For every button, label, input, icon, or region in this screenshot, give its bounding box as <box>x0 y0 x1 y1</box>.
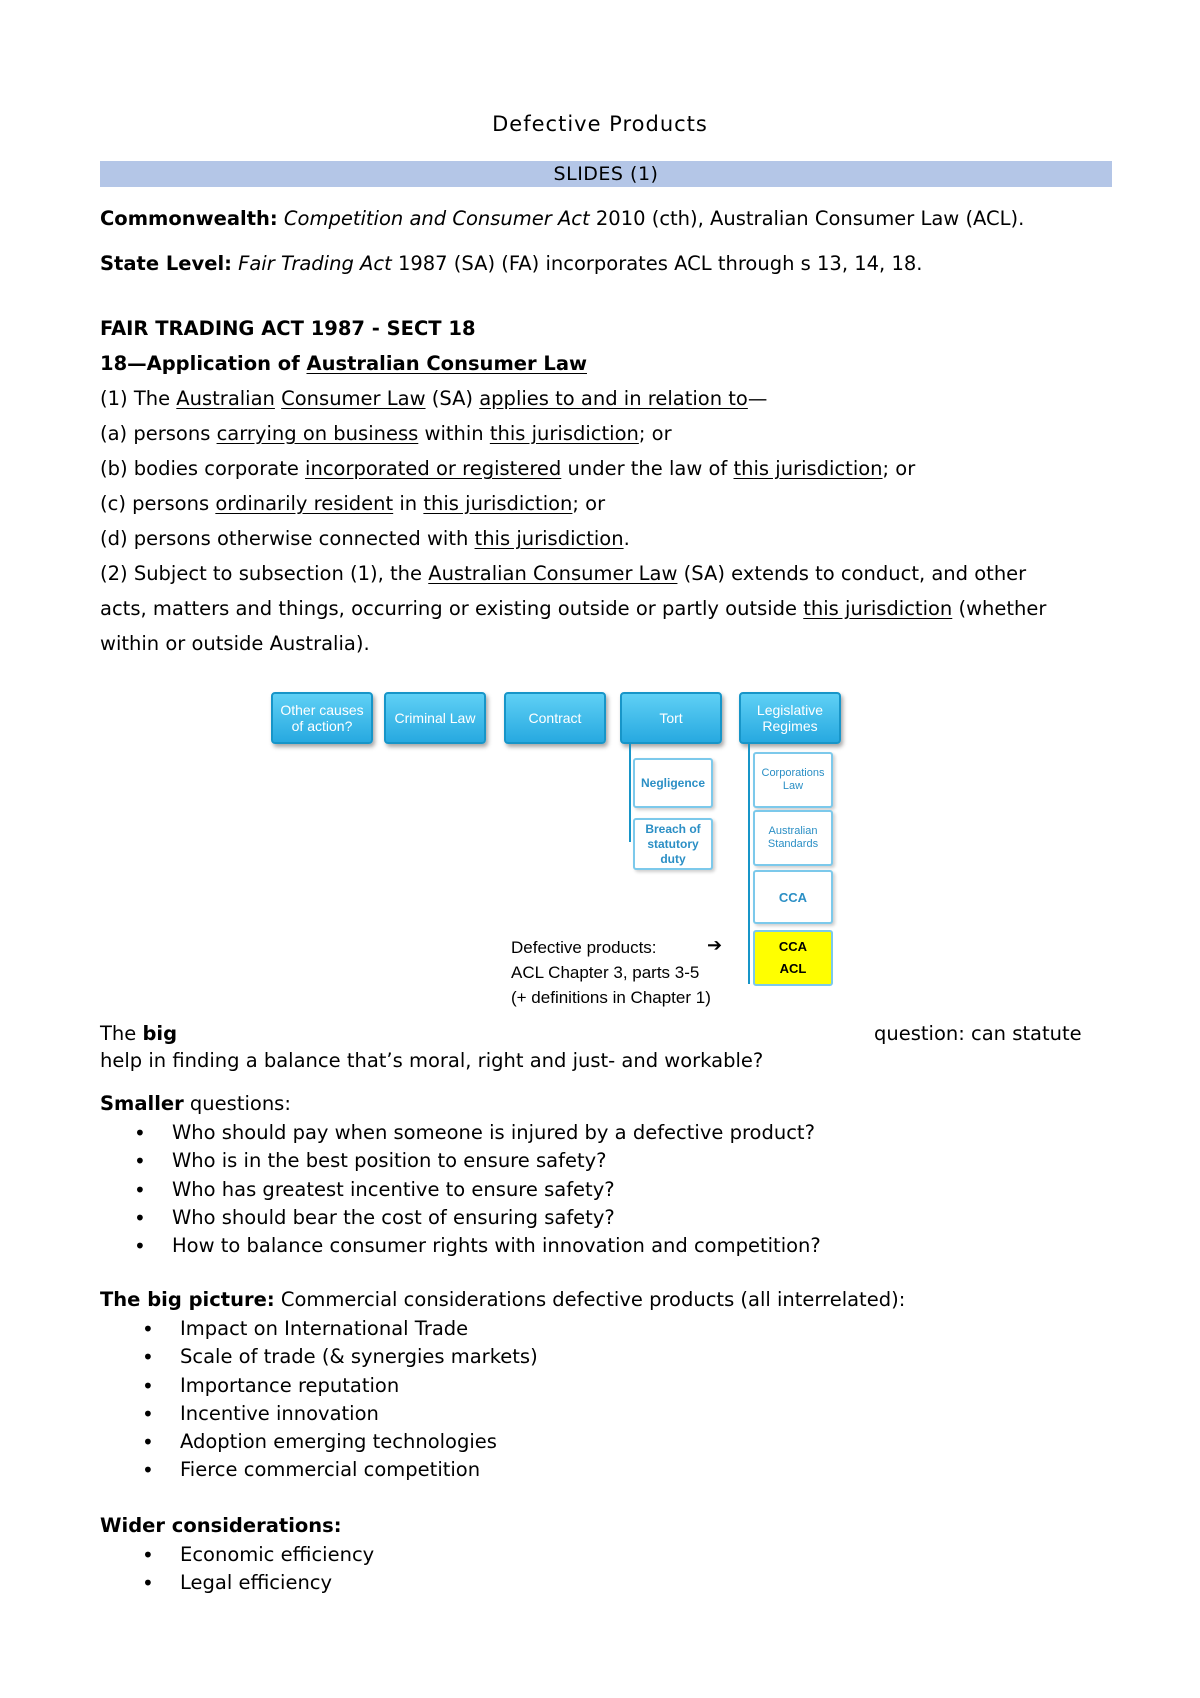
diagram-note-3: (+ definitions in Chapter 1) <box>511 988 711 1007</box>
diagram-box-standards: Australian Standards <box>753 810 833 866</box>
big-question-mid: question: can statute <box>874 1022 1082 1045</box>
commonwealth-label: Commonwealth: <box>100 207 278 230</box>
pa-e: ; or <box>638 422 672 445</box>
diagram-box-contract: Contract <box>504 692 606 744</box>
para-a <box>100 416 672 451</box>
section-subheading <box>100 346 587 381</box>
pa-a: (a) persons <box>100 422 217 445</box>
para-1 <box>100 381 767 416</box>
band-label: SLIDES (1) <box>553 163 659 185</box>
section-heading <box>100 311 476 346</box>
list-item: • Who has greatest incentive to ensure safety? <box>172 1176 821 1204</box>
p2b-a: acts, matters and things, occurring or existing outside or partly outside <box>100 597 804 620</box>
list-item: • Fierce commercial competition <box>180 1456 538 1484</box>
p1-b: Australian <box>176 387 275 410</box>
big-question-end: help in finding a balance that’s moral, right and just- and workable? <box>100 1049 764 1072</box>
pb-b: incorporated or registered <box>305 457 562 480</box>
diagram-box-legislative: Legislative Regimes <box>739 692 841 744</box>
pb-c: under the law of <box>561 457 734 480</box>
diagram-box-criminal-law: Criminal Law <box>384 692 486 744</box>
p1-g: — <box>747 387 768 410</box>
p1-a: (1) The <box>100 387 177 410</box>
smaller-label: Smaller <box>100 1092 184 1115</box>
p2-a: (2) Subject to subsection (1), the <box>100 562 429 585</box>
list-item: • How to balance consumer rights with innovation and competition? <box>172 1232 821 1260</box>
wider-heading <box>100 1512 342 1540</box>
diagram-box-breach: Breach of statutory duty <box>633 818 713 870</box>
picture-list <box>180 1315 538 1485</box>
pb-a: (b) bodies corporate <box>100 457 306 480</box>
para-c <box>100 486 605 521</box>
subheading-prefix: 18—Application of <box>100 352 307 375</box>
pd-a: (d) persons otherwise connected with <box>100 527 475 550</box>
tort-connector <box>629 744 631 842</box>
p1-d: Consumer Law <box>281 387 426 410</box>
diagram-box-corporations: Corporations Law <box>753 752 833 808</box>
big-question-start <box>100 1020 177 1048</box>
pb-e: ; or <box>882 457 916 480</box>
smaller-list <box>172 1119 821 1260</box>
p2-c: (SA) extends to conduct, and other <box>677 562 1027 585</box>
commonwealth-rest: 2010 (cth), Australian Consumer Law (ACL). <box>589 207 1025 230</box>
state-rest: 1987 (SA) (FA) incorporates ACL through s 13, 14, 18. <box>391 252 923 275</box>
diagram-box-cca: CCA <box>753 870 833 924</box>
pc-b: ordinarily resident <box>215 492 394 515</box>
pb-d: this jurisdiction <box>733 457 883 480</box>
diagram-box-tort: Tort <box>620 692 722 744</box>
para-d <box>100 521 630 556</box>
para-b <box>100 451 915 486</box>
p2-b: Australian Consumer Law <box>428 562 678 585</box>
highlight-cca: CCA <box>778 939 808 954</box>
diagram-note-2: ACL Chapter 3, parts 3-5 <box>511 963 700 982</box>
highlight-acl: ACL <box>779 961 807 976</box>
para-2-end: within or outside Australia). <box>100 632 370 655</box>
diagram-box-other-causes: Other causes of action? <box>271 692 373 744</box>
smaller-heading <box>100 1090 291 1118</box>
p1-f: applies to and in relation to <box>479 387 748 410</box>
para-2 <box>100 556 1026 591</box>
big-a: The <box>100 1022 143 1045</box>
arrow-right-icon: ➔ <box>707 935 723 955</box>
state-act: Fair Trading Act <box>238 252 392 275</box>
pa-c: within <box>418 422 490 445</box>
list-item: • Scale of trade (& synergies markets) <box>180 1343 538 1371</box>
list-item: • Who should bear the cost of ensuring safety? <box>172 1204 821 1232</box>
commonwealth-line <box>100 201 1024 236</box>
picture-rest: Commercial considerations defective products (all interrelated): <box>274 1288 906 1311</box>
wider-list <box>180 1541 374 1598</box>
picture-label: The big picture: <box>100 1288 275 1311</box>
para-2-cont <box>100 591 1046 626</box>
smaller-rest: questions: <box>183 1092 291 1115</box>
big-b: big <box>142 1022 178 1045</box>
state-label: State Level: <box>100 252 232 275</box>
page-title: Defective Products <box>492 112 708 136</box>
list-item: • Who should pay when someone is injured by a defective product? <box>172 1119 821 1147</box>
p1-e: (SA) <box>425 387 480 410</box>
diagram-note-1: Defective products: <box>511 938 657 957</box>
big-picture-heading <box>100 1286 905 1314</box>
list-item: • Impact on International Trade <box>180 1315 538 1343</box>
list-item: • Legal efficiency <box>180 1569 374 1597</box>
pd-c: . <box>623 527 630 550</box>
p2b-c: (whether <box>952 597 1047 620</box>
leg-connector <box>748 744 750 984</box>
subheading-link: Australian Consumer Law <box>306 352 587 375</box>
pc-a: (c) persons <box>100 492 216 515</box>
diagram-box-cca-acl <box>753 930 833 986</box>
wider-label: Wider considerations: <box>100 1514 342 1537</box>
pd-b: this jurisdiction <box>474 527 624 550</box>
commonwealth-act: Competition and Consumer Act <box>283 207 590 230</box>
pa-d: this jurisdiction <box>489 422 639 445</box>
list-item: • Who is in the best position to ensure safety? <box>172 1147 821 1175</box>
list-item: • Importance reputation <box>180 1372 538 1400</box>
section-band <box>100 161 1112 187</box>
state-line <box>100 246 922 281</box>
pc-c: in <box>393 492 424 515</box>
p2b-b: this jurisdiction <box>803 597 953 620</box>
list-item: • Adoption emerging technologies <box>180 1428 538 1456</box>
pc-d: this jurisdiction <box>423 492 573 515</box>
diagram-box-negligence: Negligence <box>633 758 713 808</box>
list-item: • Economic efficiency <box>180 1541 374 1569</box>
section-heading-text: FAIR TRADING ACT 1987 - SECT 18 <box>100 317 476 340</box>
pa-b: carrying on business <box>216 422 419 445</box>
list-item: • Incentive innovation <box>180 1400 538 1428</box>
pc-e: ; or <box>572 492 606 515</box>
